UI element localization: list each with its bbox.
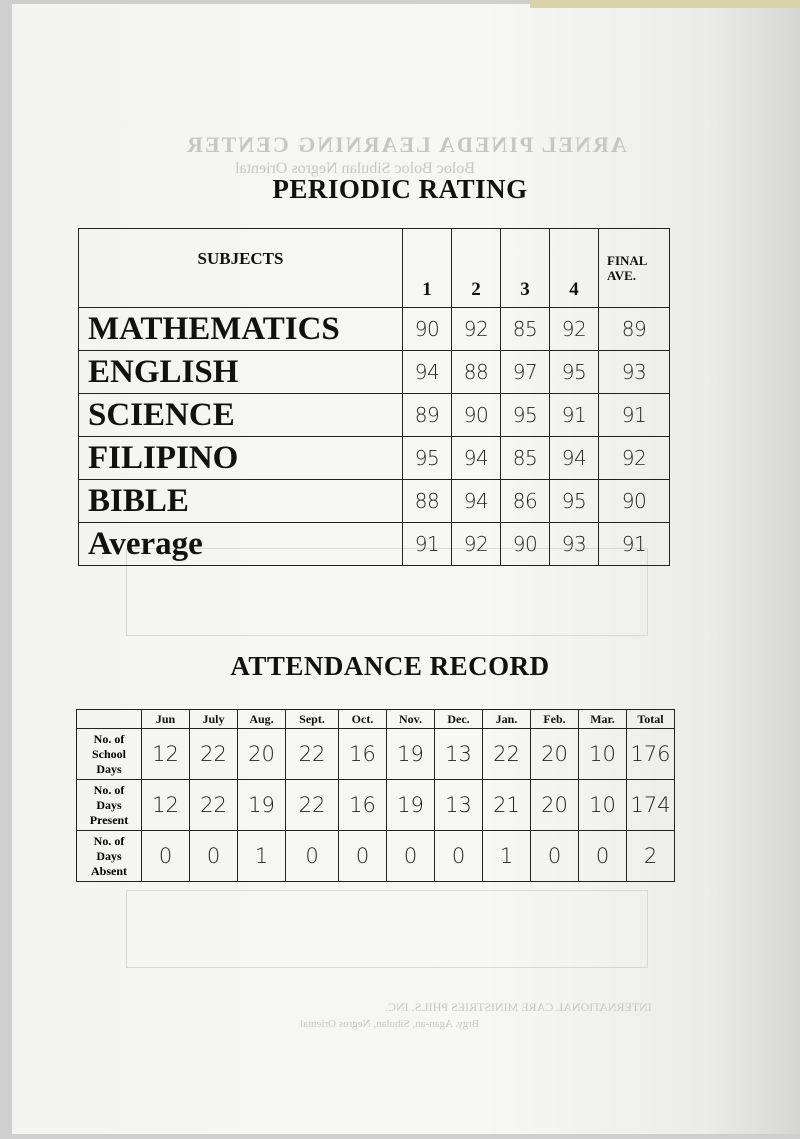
grade-cell: 93 — [550, 523, 599, 566]
table-row — [79, 351, 670, 394]
attendance-cell: 12 — [142, 729, 190, 780]
subject-name: FILIPINO — [79, 437, 403, 480]
row-label-line: Days — [96, 797, 122, 812]
table-row — [77, 780, 675, 831]
subject-name: BIBLE — [79, 480, 403, 523]
attendance-cell: 0 — [435, 831, 483, 882]
table-row — [77, 831, 675, 882]
month-header: Jan. — [483, 710, 531, 729]
row-label-line: No. of — [93, 782, 125, 797]
attendance-cell: 0 — [190, 831, 238, 882]
grade-cell: 95 — [550, 480, 599, 523]
grade-cell: 92 — [550, 308, 599, 351]
month-header: Mar. — [579, 710, 627, 729]
month-header: Nov. — [387, 710, 435, 729]
grade-cell: 92 — [452, 308, 501, 351]
grade-cell: 94 — [452, 437, 501, 480]
quarter-4-header: 4 — [550, 229, 599, 308]
attendance-cell: 13 — [435, 729, 483, 780]
rating-header-row — [79, 229, 670, 308]
attendance-cell: 0 — [142, 831, 190, 882]
subject-name: MATHEMATICS — [79, 308, 403, 351]
month-header: Aug. — [238, 710, 286, 729]
grade-cell: 85 — [501, 308, 550, 351]
attendance-cell: 19 — [238, 780, 286, 831]
subject-name: ENGLISH — [79, 351, 403, 394]
grade-cell: 88 — [452, 351, 501, 394]
month-header: Dec. — [435, 710, 483, 729]
final-header-line1: FINAL — [607, 253, 648, 268]
final-grade-cell: 91 — [599, 394, 670, 437]
final-grade-cell: 93 — [599, 351, 670, 394]
attendance-cell: 10 — [579, 780, 627, 831]
attendance-cell: 21 — [483, 780, 531, 831]
row-label-line: Absent — [90, 863, 127, 878]
corner-cell — [77, 710, 142, 729]
month-header: Feb. — [531, 710, 579, 729]
final-header-line2: AVE. — [607, 268, 637, 283]
final-grade-cell: 89 — [599, 308, 670, 351]
attendance-header-row — [77, 710, 675, 729]
attendance-cell: 22 — [286, 780, 339, 831]
show-through-school-name: ARNEL PINEDA LEARNING CENTER — [185, 132, 627, 157]
grade-cell: 97 — [501, 351, 550, 394]
attendance-cell: 0 — [339, 831, 387, 882]
final-average-header — [599, 229, 670, 308]
row-label-line: No. of — [93, 731, 125, 746]
grade-cell: 90 — [403, 308, 452, 351]
grade-cell: 86 — [501, 480, 550, 523]
show-through-school-address: Boloc Boloc Sibulan Negros Oriental — [235, 160, 475, 177]
row-label-line: Days — [96, 761, 122, 776]
grade-cell: 91 — [550, 394, 599, 437]
final-grade-cell: 92 — [599, 437, 670, 480]
subjects-header: SUBJECTS — [79, 229, 403, 308]
grade-cell: 89 — [403, 394, 452, 437]
row-label-line: Present — [89, 812, 129, 827]
table-row — [77, 729, 675, 780]
month-header: July — [190, 710, 238, 729]
attendance-cell: 12 — [142, 780, 190, 831]
grade-cell: 92 — [452, 523, 501, 566]
show-through-footer: INTERNATIONAL CARE MINISTRIES PHILS. INC. — [385, 1000, 652, 1014]
total-header: Total — [627, 710, 675, 729]
month-header: Sept. — [286, 710, 339, 729]
attendance-cell: 20 — [531, 729, 579, 780]
row-label-line: Days — [96, 848, 122, 863]
attendance-total-cell: 176 — [627, 729, 675, 780]
average-label: Average — [79, 523, 403, 566]
attendance-cell: 0 — [531, 831, 579, 882]
attendance-cell: 13 — [435, 780, 483, 831]
final-grade-cell: 90 — [599, 480, 670, 523]
table-row — [79, 437, 670, 480]
attendance-cell: 16 — [339, 780, 387, 831]
attendance-title: ATTENDANCE RECORD — [230, 651, 550, 681]
attendance-cell: 20 — [238, 729, 286, 780]
table-row — [79, 394, 670, 437]
attendance-total-cell: 174 — [627, 780, 675, 831]
attendance-cell: 1 — [238, 831, 286, 882]
page-edge-strip — [530, 0, 800, 8]
grade-cell: 90 — [501, 523, 550, 566]
table-row — [79, 308, 670, 351]
attendance-table — [76, 709, 675, 882]
quarter-3-header: 3 — [501, 229, 550, 308]
grade-cell: 91 — [403, 523, 452, 566]
attendance-cell: 0 — [286, 831, 339, 882]
attendance-cell: 22 — [190, 729, 238, 780]
attendance-cell: 22 — [190, 780, 238, 831]
grade-cell: 94 — [403, 351, 452, 394]
attendance-cell: 22 — [286, 729, 339, 780]
grade-cell: 90 — [452, 394, 501, 437]
grade-cell: 95 — [501, 394, 550, 437]
show-through-footer-address: Brgy. Agan-an, Sibulan, Negros Oriental — [300, 1018, 480, 1030]
final-grade-cell: 91 — [599, 523, 670, 566]
quarter-1-header: 1 — [403, 229, 452, 308]
row-label-days-absent — [77, 831, 142, 882]
grade-cell: 85 — [501, 437, 550, 480]
attendance-cell: 16 — [339, 729, 387, 780]
attendance-cell: 10 — [579, 729, 627, 780]
month-header: Oct. — [339, 710, 387, 729]
row-label-line: No. of — [93, 833, 125, 848]
grade-cell: 95 — [403, 437, 452, 480]
attendance-cell: 20 — [531, 780, 579, 831]
subject-name: SCIENCE — [79, 394, 403, 437]
quarter-2-header: 2 — [452, 229, 501, 308]
attendance-cell: 0 — [579, 831, 627, 882]
row-label-days-present — [77, 780, 142, 831]
attendance-cell: 1 — [483, 831, 531, 882]
row-label-school-days — [77, 729, 142, 780]
show-through-grid — [126, 890, 648, 968]
row-label-line: School — [91, 746, 126, 761]
grade-cell: 94 — [550, 437, 599, 480]
month-header: Jun — [142, 710, 190, 729]
attendance-cell: 0 — [387, 831, 435, 882]
attendance-cell: 19 — [387, 780, 435, 831]
attendance-cell: 19 — [387, 729, 435, 780]
table-row-average — [79, 523, 670, 566]
grade-cell: 95 — [550, 351, 599, 394]
grade-cell: 88 — [403, 480, 452, 523]
attendance-total-cell: 2 — [627, 831, 675, 882]
table-row — [79, 480, 670, 523]
page-title: PERIODIC RATING — [272, 174, 528, 204]
attendance-cell: 22 — [483, 729, 531, 780]
periodic-rating-table — [78, 228, 670, 566]
grade-cell: 94 — [452, 480, 501, 523]
